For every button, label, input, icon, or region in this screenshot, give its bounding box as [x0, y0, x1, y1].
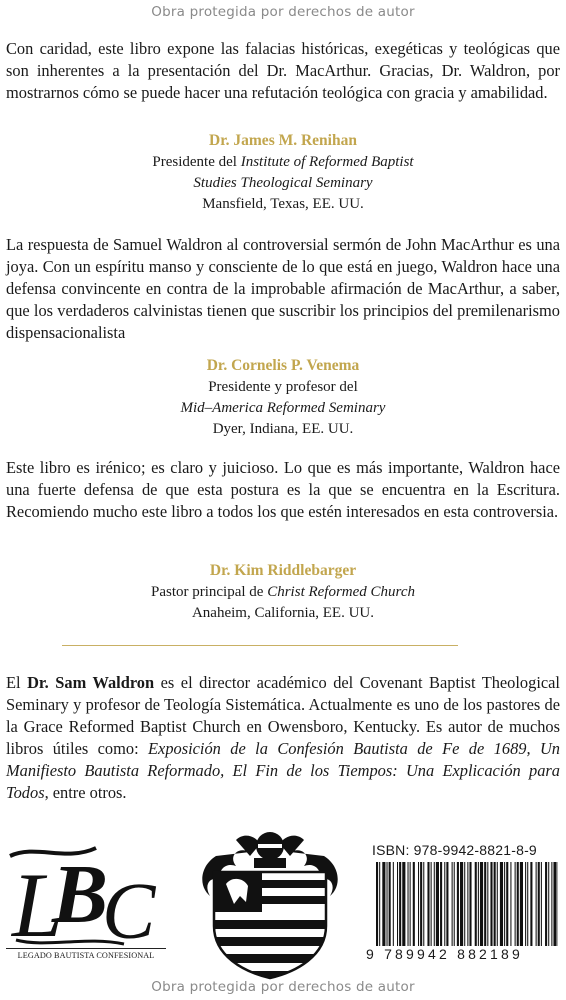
- endorser-name-2: Dr. Cornelis P. Venema: [206, 357, 360, 374]
- svg-text:B: B: [52, 848, 109, 941]
- endorser-location-3: Anaheim, California, EE. UU.: [191, 605, 375, 621]
- lbc-logo-icon: [6, 840, 166, 948]
- endorser-name-3: Dr. Kim Riddlebarger: [209, 562, 357, 579]
- endorsement-attribution-2: [0, 355, 566, 440]
- endorser-title-2-line2: Mid–America Reformed Seminary: [180, 400, 386, 416]
- endorser-location-2: Dyer, Indiana, EE. UU.: [212, 421, 354, 437]
- isbn-label: ISBN: 978-9942-8821-8-9: [372, 842, 537, 858]
- endorsement-text-2: La respuesta de Samuel Waldron al controversial sermón de John MacArthur es una joya. Con un espíritu manso y consciente de lo que está en juego, Waldron hace una defensa convincente en contra de la improbable afirmación de MacArthur, a saber, que los verdaderos calvinistas tienen que suscribir los principios del premilenarismo dispensacionalista: [6, 235, 560, 342]
- endorser-title-1-line2: Studies Theological Seminary: [193, 175, 373, 191]
- endorser-title-1: Presidente del Institute of Reformed Baptist: [152, 154, 414, 170]
- endorser-location-1: Mansfield, Texas, EE. UU.: [202, 196, 364, 212]
- publisher-logo: [6, 840, 166, 965]
- endorsement-attribution-3: [0, 560, 566, 624]
- logo-caption: LEGADO BAUTISTA CONFESIONAL: [6, 948, 166, 960]
- copyright-watermark-top: Obra protegida por derechos de autor: [151, 4, 415, 20]
- author-bio: El Dr. Sam Waldron es el director académico del Covenant Baptist Theological Seminary y profesor de Teología Sistemática. Actualmente es uno de los pastores de la Grace Reformed Baptist Church en Owensboro, Kentucky. Es autor de muchos libros útiles como: Exposición de la Confesión Bautista de Fe de 1689, Un Manifiesto Bautista Reformado, El Fin de los Tiempos: Una Explicación para Todos, entre otros.: [6, 673, 561, 802]
- barcode-digits: 9 789942 882189: [366, 946, 523, 962]
- svg-text:C: C: [102, 868, 156, 948]
- copyright-watermark-bottom: Obra protegida por derechos de autor: [151, 979, 415, 995]
- endorser-name-1: Dr. James M. Renihan: [209, 132, 357, 149]
- endorsement-text-3: Este libro es irénico; es claro y juicioso. Lo que es más importante, Waldron hace una fuerte defensa de que esta postura es la que se encuentra en la Escritura. Recomiendo mucho este libro a todos los que estén interesados en esta controversia.: [6, 458, 560, 521]
- section-divider: [62, 645, 458, 646]
- author-name: Dr. Sam Waldron: [27, 673, 155, 692]
- endorsement-text-1: Con caridad, este libro expone las falacias históricas, exegéticas y teológicas que son inherentes a la presentación del Dr. MacArthur. Gracias, Dr. Waldron, por mostrarnos cómo se puede hacer una refutación teológica con gracia y amabilidad.: [6, 39, 560, 102]
- endorser-title-2: Presidente y profesor del: [208, 379, 358, 395]
- endorser-title-3: Pastor principal de Christ Reformed Church: [150, 584, 415, 600]
- heraldic-crest-icon: [196, 826, 344, 980]
- author-books: Exposición de la Confesión Bautista de Fe de 1689, Un Manifiesto Bautista Reformado, El Fin de los Tiempos: Una Explicación para Todos: [6, 739, 561, 802]
- svg-text:L: L: [12, 854, 64, 948]
- endorsement-attribution-1: [0, 130, 566, 215]
